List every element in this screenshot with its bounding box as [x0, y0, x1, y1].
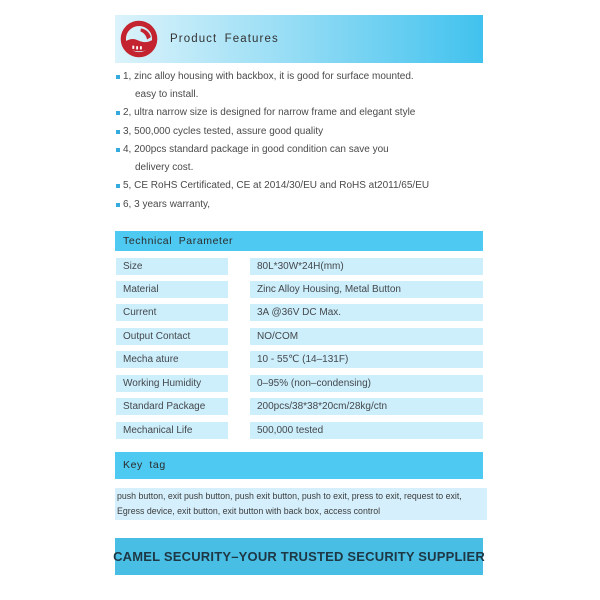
section-header-key-tag: Key tag [115, 452, 483, 479]
feature-text: 3, 500,000 cycles tested, assure good quality [123, 125, 324, 137]
feature-item [115, 123, 483, 141]
spec-value: 10 - 55℃ (14–131F) [250, 351, 483, 368]
spec-label: Standard Package [116, 398, 228, 415]
table-row [115, 281, 483, 298]
feature-line [115, 196, 483, 214]
keywords-line-2: Egress device, exit button, exit button with back box, access control [117, 506, 381, 516]
feature-item [115, 177, 483, 195]
feature-item [115, 104, 483, 122]
feature-text: 4, 200pcs standard package in good condition can save you [123, 144, 389, 155]
keywords-box [115, 488, 487, 520]
feature-line [115, 177, 483, 195]
feature-line [115, 123, 483, 141]
feature-text-wrap: delivery cost. [135, 161, 194, 173]
feature-line [115, 104, 483, 122]
spec-value: 3A @36V DC Max. [250, 304, 483, 321]
spec-value: 500,000 tested [250, 422, 483, 439]
feature-text: 2, ultra narrow size is designed for narrow frame and elegant style [123, 107, 416, 118]
spec-label: Working Humidity [116, 375, 228, 392]
bullet-icon [116, 184, 120, 188]
spec-label: Mechanical Life [116, 422, 228, 439]
spec-label: Material [116, 281, 228, 298]
feature-text: 5, CE RoHS Certificated, CE at 2014/30/EU and RoHS at2011/65/EU [123, 180, 430, 191]
bullet-icon [116, 203, 120, 207]
spec-value: Zinc Alloy Housing, Metal Button [250, 281, 483, 298]
spec-value: 80L*30W*24H(mm) [250, 258, 483, 275]
page-title: Product Features [170, 33, 279, 45]
table-row [115, 398, 483, 415]
spec-label: Output Contact [116, 328, 228, 345]
spec-label: Size [116, 258, 228, 275]
table-row [115, 422, 483, 439]
spec-value: 0–95% (non–condensing) [250, 375, 483, 392]
feature-text: 6, 3 years warranty, [123, 198, 211, 210]
feature-item [115, 196, 483, 214]
spec-label: Mecha ature [116, 351, 228, 368]
bullet-icon [116, 148, 120, 152]
table-row [115, 304, 483, 321]
bullet-icon [116, 111, 120, 115]
feature-text-wrap: easy to install. [135, 88, 199, 100]
spec-value: 200pcs/38*38*20cm/28kg/ctn [250, 398, 483, 415]
table-row [115, 258, 483, 275]
camel-logo-icon [120, 20, 158, 58]
feature-text: 1, zinc alloy housing with backbox, it is good for surface mounted. [123, 71, 414, 82]
feature-line [115, 141, 483, 159]
section-header-technical-parameter: Technical Parameter [115, 231, 483, 251]
feature-list [115, 68, 483, 214]
table-row [115, 351, 483, 368]
spec-value: NO/COM [250, 328, 483, 345]
table-row [115, 375, 483, 392]
feature-item [115, 68, 483, 103]
header [115, 15, 483, 63]
spec-label: Current [116, 304, 228, 321]
table-row [115, 328, 483, 345]
bullet-icon [116, 75, 120, 79]
bullet-icon [116, 130, 120, 134]
feature-item [115, 141, 483, 176]
feature-line [115, 68, 483, 86]
footer-banner: CAMEL SECURITY–YOUR TRUSTED SECURITY SUPPLIER [115, 538, 483, 575]
keywords-line-1: push button, exit push button, push exit button, push to exit, press to exit, request to exit, [117, 491, 462, 501]
product-sheet [115, 0, 483, 600]
